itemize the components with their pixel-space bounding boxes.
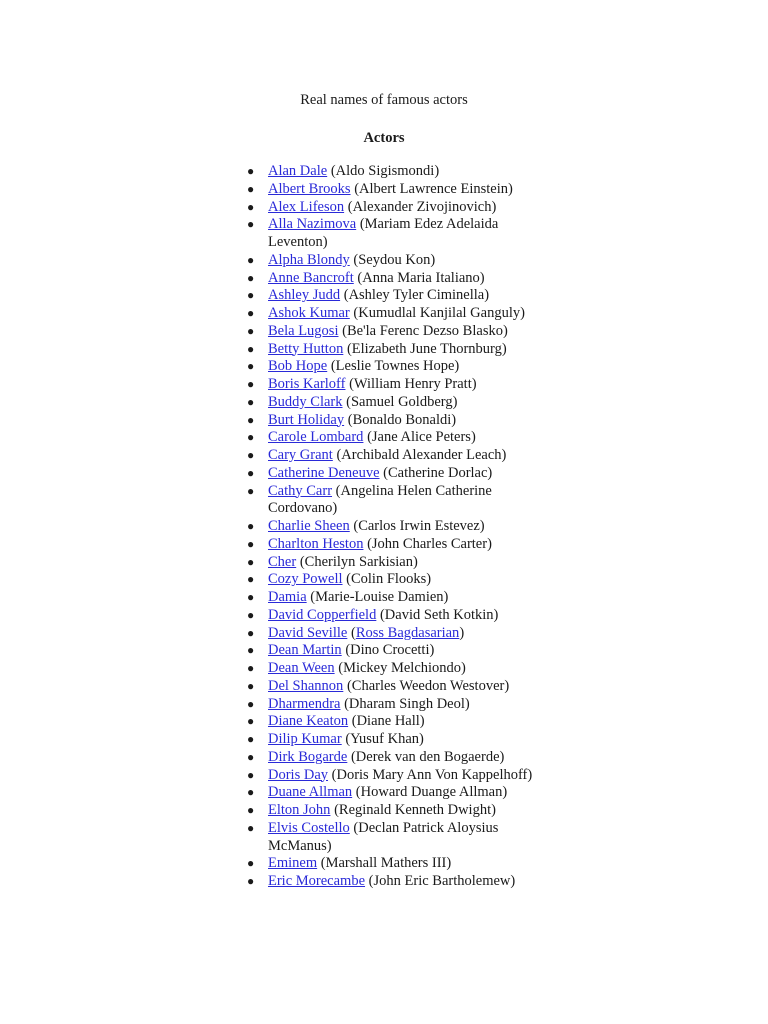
actor-name-link[interactable]: Charlton Heston [268,535,364,552]
real-name: (Reginald Kenneth Dwight) [334,802,496,818]
list-item [247,873,558,891]
list-item [247,287,558,305]
document-title: Real names of famous actors [300,92,468,108]
actor-name-link[interactable]: Anne Bancroft [268,269,354,286]
list-item [247,358,558,376]
bullet-icon: ● [247,874,255,888]
real-name: (Yusuf Khan) [345,731,424,747]
actor-name-link[interactable]: Eminem [268,855,318,872]
bullet-icon: ● [247,164,255,178]
list-item [247,660,558,678]
list-item [247,340,558,359]
actor-name-link[interactable]: David Copperfield [268,606,377,623]
real-name: (Diane Hall) [351,713,425,730]
bullet-icon: ● [247,252,255,267]
actor-name-link[interactable]: Betty Hutton [268,340,344,357]
bullet-icon: ● [247,661,255,675]
actor-name-link[interactable]: Duane Allman [268,784,353,801]
bullet-icon: ● [247,377,255,391]
real-name: (Howard Duange Allman) [355,784,508,801]
real-name: (Cherilyn Sarkisian) [299,553,418,570]
real-name: (Archibald Alexander Leach) [336,447,507,463]
list-item [247,180,558,199]
real-name-prefix: ( [350,624,356,641]
actor-name-link[interactable]: Bela Lugosi [268,322,339,339]
actor-name-link[interactable]: Del Shannon [268,677,344,694]
real-name: (Be'la Ferenc Dezso Blasko) [342,322,508,339]
actor-name-link[interactable]: Eric Morecambe [268,873,366,889]
real-name: (John Charles Carter) [367,535,492,552]
real-name-suffix: ) [459,624,465,641]
bullet-icon: ● [247,590,255,604]
real-name: (Ashley Tyler Ciminella) [343,287,490,304]
list-item [247,163,558,181]
actor-name-link[interactable]: Elvis Costello [268,819,350,836]
list-item [247,322,558,341]
bullet-icon: ● [247,359,255,374]
list-item [247,677,558,696]
list-item [247,251,558,270]
list-item [247,731,558,749]
list-item [247,784,558,802]
actor-name-link[interactable]: Dean Ween [268,660,335,676]
bullet-icon: ● [247,483,255,498]
bullet-icon: ● [247,536,255,551]
list-item [247,216,558,252]
bullet-icon: ● [247,696,255,711]
list-item [247,855,558,873]
actor-name-link[interactable]: Charlie Sheen [268,518,350,534]
real-name: (Declan Patrick Aloysius McManus) [268,819,499,854]
real-name: (Dharam Singh Deol) [344,695,470,712]
section-heading-actors: Actors [363,130,405,146]
actor-name-link[interactable]: Damia [268,589,307,605]
list-item [247,269,558,288]
bullet-icon: ● [247,181,255,196]
real-name: (Derek van den Bogaerde) [350,748,505,765]
bullet-icon: ● [247,448,255,462]
actor-name-link[interactable]: Alla Nazimova [268,216,357,233]
real-name: (Charles Weedon Westover) [346,677,510,694]
real-name: (William Henry Pratt) [349,376,477,392]
actor-name-link[interactable]: Cary Grant [268,447,333,463]
actor-name-link[interactable]: Diane Keaton [268,713,349,730]
real-name: (David Seth Kotkin) [379,606,499,623]
actor-name-link[interactable]: Doris Day [268,766,329,783]
actor-name-link[interactable]: Alex Lifeson [268,198,345,215]
list-item [247,606,558,625]
actor-name-link[interactable]: Alan Dale [268,163,328,179]
real-name: (Doris Mary Ann Von Kappelhoff) [331,766,533,783]
bullet-icon: ● [247,554,255,569]
list-item [247,411,558,430]
list-item [247,376,558,394]
real-name: (Albert Lawrence Einstein) [354,180,513,197]
real-name: (Elizabeth June Thornburg) [346,340,507,357]
real-name: (John Eric Bartholemew) [368,873,516,889]
actor-name-link[interactable]: Ashley Judd [268,287,341,304]
bullet-icon: ● [247,270,255,285]
list-item [247,464,558,483]
actor-name-link[interactable]: Dilip Kumar [268,731,342,747]
real-name-link[interactable]: Ross Bagdasarian [355,624,460,641]
list-item [247,305,558,323]
actor-name-link[interactable]: Ashok Kumar [268,305,350,321]
list-item [247,198,558,217]
bullet-icon: ● [247,199,255,214]
list-item [247,482,558,519]
list-item [247,819,558,856]
actor-name-link[interactable]: Buddy Clark [268,393,343,410]
actor-name-link[interactable]: Cher [268,553,297,570]
actor-name-link[interactable]: Burt Holiday [268,411,345,428]
actor-name-link[interactable]: Dirk Bogarde [268,748,348,765]
bullet-icon: ● [247,643,255,658]
bullet-icon: ● [247,607,255,622]
real-name: (Mickey Melchiondo) [338,660,466,676]
bullet-icon: ● [247,217,255,232]
bullet-icon: ● [247,341,255,356]
actor-name-link[interactable]: Catherine Deneuve [268,464,380,481]
list-item [247,589,558,607]
real-name: (Anna Maria Italiano) [357,269,485,286]
list-item [247,802,558,820]
list-item [247,535,558,554]
bullet-icon: ● [247,678,255,693]
list-item [247,447,558,465]
real-name: (Bonaldo Bonaldi) [347,411,457,428]
bullet-icon: ● [247,572,255,587]
real-name: (Colin Flooks) [346,571,432,588]
bullet-icon: ● [247,625,255,640]
bullet-icon: ● [247,714,255,729]
actor-name-link[interactable]: Bob Hope [268,358,328,375]
list-item [247,766,558,785]
real-name: (Leslie Townes Hope) [330,358,460,375]
bullet-icon: ● [247,749,255,764]
list-item [247,624,558,643]
real-name: (Jane Alice Peters) [367,429,476,446]
real-name: (Marshall Mathers III) [320,855,452,872]
real-name: (Marie-Louise Damien) [310,589,449,605]
real-name: (Kumudlal Kanjilal Ganguly) [353,305,525,321]
bullet-icon: ● [247,323,255,338]
bullet-icon: ● [247,288,255,303]
bullet-icon: ● [247,430,255,445]
actor-name-link[interactable]: Albert Brooks [268,180,351,197]
real-name: (Catherine Dorlac) [383,464,493,481]
list-item [247,713,558,731]
real-name: (Samuel Goldberg) [346,393,458,410]
actor-name-link[interactable]: Dean Martin [268,642,342,659]
bullet-icon: ● [247,394,255,409]
real-name: (Aldo Sigismondi) [330,163,440,179]
bullet-icon: ● [247,732,255,746]
actor-name-link[interactable]: Boris Karloff [268,376,346,392]
list-item [247,695,558,714]
real-name: (Mariam Edez Adelaida Leventon) [268,216,499,250]
actor-name-link[interactable]: Elton John [268,802,331,818]
bullet-icon: ● [247,820,255,835]
actor-name-link[interactable]: Alpha Blondy [268,251,350,268]
bullet-icon: ● [247,767,255,782]
actor-list [247,163,558,891]
bullet-icon: ● [247,856,255,871]
list-item [247,393,558,412]
real-name: (Carlos Irwin Estevez) [353,518,485,534]
real-name: (Seydou Kon) [353,251,436,268]
bullet-icon: ● [247,785,255,800]
actor-name-link[interactable]: Cathy Carr [268,482,333,499]
actor-name-link[interactable]: David Seville [268,624,348,641]
list-item [247,642,558,660]
actor-name-link[interactable]: Dharmendra [268,695,341,712]
real-name: (Angelina Helen Catherine Cordovano) [268,482,492,517]
bullet-icon: ● [247,412,255,427]
bullet-icon: ● [247,803,255,817]
bullet-icon: ● [247,519,255,533]
list-item [247,571,558,589]
list-item [247,518,558,536]
bullet-icon: ● [247,306,255,320]
bullet-icon: ● [247,465,255,480]
list-item [247,748,558,767]
list-item [247,429,558,447]
actor-name-link[interactable]: Carole Lombard [268,429,364,446]
list-item [247,553,558,572]
real-name: (Dino Crocetti) [345,642,435,659]
actor-name-link[interactable]: Cozy Powell [268,571,343,588]
real-name: (Alexander Zivojinovich) [347,198,497,215]
